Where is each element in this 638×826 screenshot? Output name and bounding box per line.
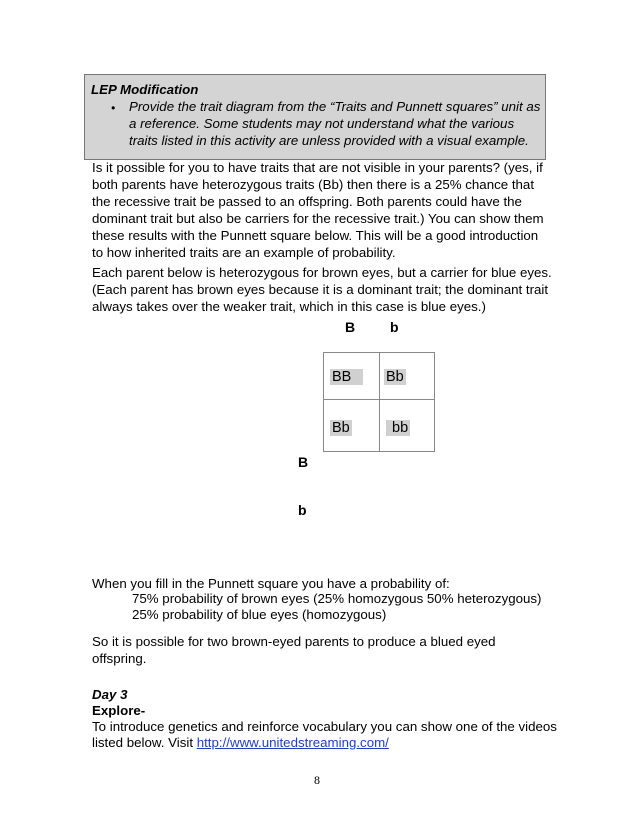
lep-modification-box <box>84 74 546 160</box>
day3-text-line2 <box>92 735 389 750</box>
punnett-side-label-2: b <box>298 502 307 518</box>
probability-line-brown: 75% probability of brown eyes (25% homozygous 50% heterozygous) <box>132 591 542 606</box>
punnett-cell: bb <box>386 420 410 436</box>
punnett-side-label-1: B <box>298 454 309 470</box>
punnett-cell: Bb <box>386 369 404 385</box>
bullet-icon: • <box>111 101 116 115</box>
paragraph-heterozygous: Each parent below is heterozygous for brown eyes, but a carrier for blue eyes. (Each parent has brown eyes because it is a dominant trait; the dominant trait always takes over the weaker trait, which in this case is blue eyes.) <box>92 265 552 314</box>
page-number: 8 <box>314 773 320 787</box>
punnett-top-label-2: b <box>390 319 399 335</box>
day3-subheading: Explore- <box>92 703 146 718</box>
lep-text: Provide the trait diagram from the “Traits and Punnett squares” unit as a reference. Some students may not understand what the various traits listed in this activity are unless provided with a visual example. <box>129 99 541 148</box>
day3-text-prefix: listed below. Visit <box>92 735 197 750</box>
unitedstreaming-link[interactable]: http://www.unitedstreaming.com/ <box>196 735 389 750</box>
conclusion-text: So it is possible for two brown-eyed parents to produce a blued eyed offspring. <box>92 634 496 666</box>
probability-intro: When you fill in the Punnett square you have a probability of: <box>92 576 450 591</box>
punnett-cell: Bb <box>332 420 350 436</box>
punnett-top-label-1: B <box>345 319 356 335</box>
paragraph-traits: Is it possible for you to have traits that are not visible in your parents? (yes, if both parents have heterozygous traits (Bb) then there is a 25% chance that the recessive trait be passed to an offspring. Both parents could have the dominant trait but also be carriers for the recessive trait.) You can show them these results with the Punnett square below. This will be a good introduction to how inherited traits are an example of probability. <box>92 160 544 260</box>
probability-line-blue: 25% probability of blue eyes (homozygous) <box>132 607 387 622</box>
punnett-square <box>323 352 435 452</box>
lep-title: LEP Modification <box>91 82 199 97</box>
punnett-cell: BB <box>330 369 363 385</box>
day3-text: To introduce genetics and reinforce vocabulary you can show one of the videos <box>92 719 557 734</box>
day3-heading: Day 3 <box>92 687 128 702</box>
